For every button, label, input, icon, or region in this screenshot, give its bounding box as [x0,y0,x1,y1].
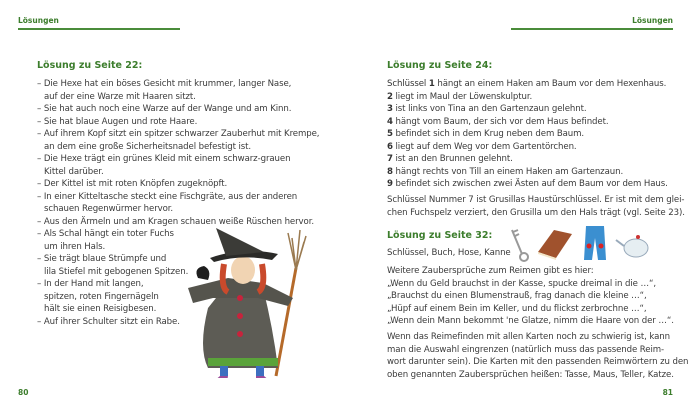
text-line: „Brauchst du einen Blumenstrauß, frag danach die kleine …“, [387,291,647,301]
heading-seite-22: Lösung zu Seite 22: [37,60,143,71]
text-line: spitzen, roten Fingernägeln [44,291,159,302]
key-location: liegt auf dem Weg vor dem Gartentörchen. [392,141,577,152]
header-rule [511,28,673,30]
text-line: Weitere Zaubersprüche zum Reimen gibt es hier: [387,266,594,276]
text-line: Wenn das Reimefinden mit allen Karten noch zu schwierig ist, kann [387,332,670,342]
key-location: befindet sich in dem Krug neben dem Baum. [392,129,585,139]
text-line: chen Fuchspelz verziert, den Grusilla um den Hals trägt (vgl. Seite 23). [387,207,685,218]
text-line: Schlüssel Nummer 7 ist Grusillas Haustürschlüssel. Er ist mit dem glei- [387,195,685,205]
key-item [387,166,668,179]
text-line: – Die Hexe trägt ein grünes Kleid mit einem schwarz-grauen [37,154,291,164]
header-rule [18,28,180,30]
key-number: 6 [387,141,393,152]
key-item [387,103,668,116]
key-item [387,141,668,154]
text-line: auf der eine Warze mit Haaren sitzt. [44,91,196,102]
text-line: – In einer Kitteltasche steckt eine Fischgräte, aus der anderen [37,191,298,202]
key-location: liegt im Maul der Löwenskulptur. [392,91,533,102]
key-number: Schlüssel 1 [387,79,435,89]
right-page [346,0,692,414]
answer-icons [506,224,656,264]
text-line: – Sie hat blaue Augen und rote Haare. [37,116,198,127]
pants-icon [584,226,606,260]
key-number: 8 [387,166,393,177]
key-location: hängt vom Baum, der sich vor dem Haus befindet. [392,116,609,127]
heading-seite-32: Lösung zu Seite 32: [387,230,493,241]
key-item [387,153,668,166]
key-number: 9 [387,179,393,189]
text-line: oben genannten Zaubersprüchen heißen: Tasse, Maus, Teller, Katze. [387,369,674,380]
heading-seite-24: Lösung zu Seite 24: [387,60,493,71]
text-line: – Der Kittel ist mit roten Knöpfen zugeknöpft. [37,179,228,189]
text-line: – Die Hexe hat ein böses Gesicht mit krummer, langer Nase, [37,79,292,89]
text-line: – Als Schal hängt ein toter Fuchs [37,229,174,239]
text-line: „Hüpf auf einem Bein im Keller, und du flickst zerbrochne …“, [387,303,647,314]
text-line: an dem eine große Sicherheitsnadel befestigt ist. [44,141,252,152]
paragraph-zaubersprueche [387,265,674,328]
key-location: hängt rechts von Till an einem Haken am Gartenzaun. [392,166,624,177]
key-location: ist links von Tina an den Gartenzaun gelehnt. [392,104,587,114]
key-number: 2 [387,91,393,102]
page-number: 80 [18,388,29,397]
teapot-icon [616,235,648,257]
text-line: „Wenn du Geld brauchst in der Kasse, spucke dreimal in die …“, [387,278,656,289]
text-line: Kittel darüber. [44,166,104,177]
text-line: – Sie hat auch noch eine Warze auf der Wange und am Kinn. [37,104,292,114]
key-number: 5 [387,129,393,139]
book-icon [538,230,572,260]
text-line: schauen Regenwürmer hervor. [44,204,174,214]
key-number: 4 [387,116,393,127]
key-icon [512,230,528,261]
text-line: hält sie einen Reisigbesen. [44,304,157,314]
text-line: „Wenn dein Mann bekommt 'ne Glatze, nimm die Haare von der …“. [387,316,674,326]
witch-illustration [168,228,313,378]
text-line: um ihren Hals. [44,241,106,252]
key-item [387,128,668,141]
answer-seite-32: Schlüssel, Buch, Hose, Kanne [387,248,511,258]
page-number: 81 [662,388,673,397]
running-head: Lösungen [18,16,59,25]
key-item [387,116,668,129]
text-line: – In der Hand mit langen, [37,279,144,289]
key-item [387,91,668,104]
key-item [387,78,668,91]
running-head: Lösungen [632,16,673,25]
text-line: wort darunter sein). Die Karten mit den passenden Reimwörtern zu den [387,357,689,367]
paragraph-hausschluessel [387,194,685,219]
key-location: befindet sich zwischen zwei Ästen auf dem Baum vor dem Haus. [392,179,668,189]
paragraph-reimefinden [387,331,688,381]
key-location: hängt an einem Haken am Baum vor dem Hexenhaus. [434,79,667,89]
text-line: – Auf ihrem Kopf sitzt ein spitzer schwarzer Zauberhut mit Krempe, [37,129,320,139]
key-list [387,78,668,191]
key-number: 3 [387,104,393,114]
text-line: – Sie trägt blaue Strümpfe und [37,254,167,264]
key-location: ist an den Brunnen gelehnt. [392,154,513,164]
text-line: man die Auswahl eingrenzen (natürlich muss das passende Reim- [387,344,665,355]
text-line: – Aus den Ärmeln und am Kragen schauen weiße Rüschen hervor. [37,216,314,227]
text-line: lila Stiefel mit gebogenen Spitzen. [44,266,189,277]
text-line: – Auf ihrer Schulter sitzt ein Rabe. [37,316,180,327]
key-number: 7 [387,154,393,164]
key-item [387,178,668,191]
